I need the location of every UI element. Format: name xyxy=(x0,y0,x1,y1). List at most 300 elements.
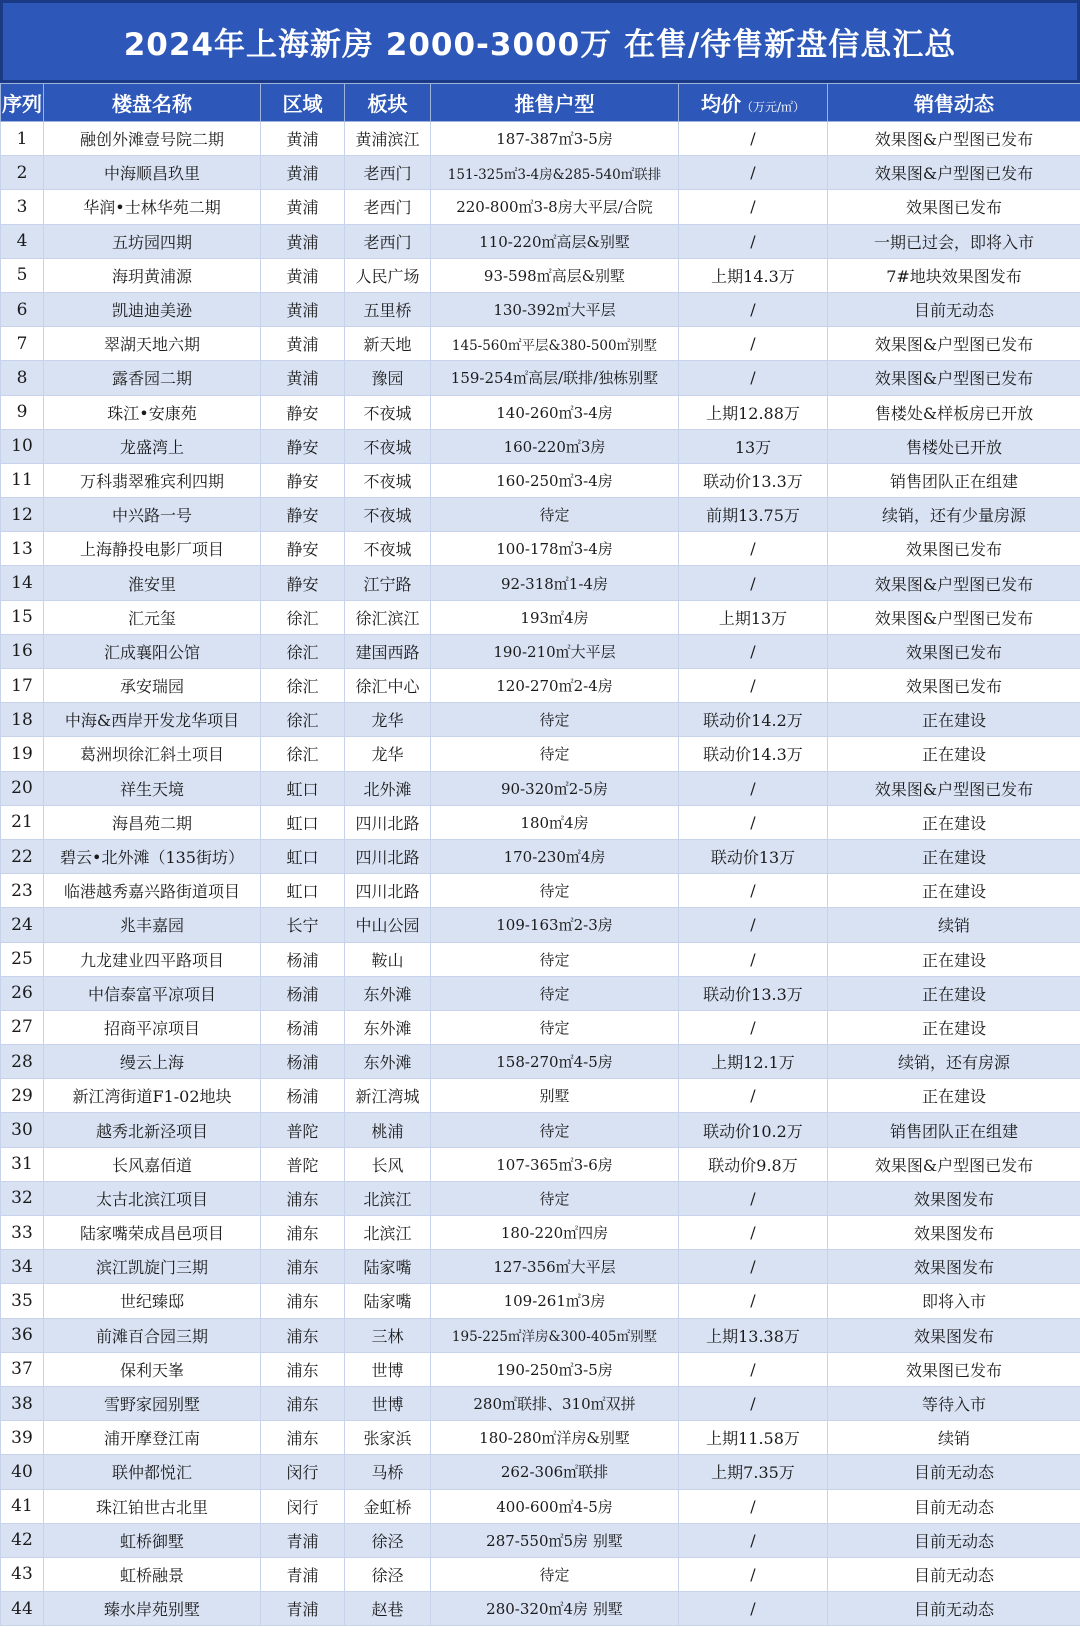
table-row xyxy=(1,669,1080,703)
table-row xyxy=(1,1181,1080,1215)
cell-sales-status: 正在建设 xyxy=(828,976,1080,1010)
cell-unit-type: 180-280㎡洋房&别墅 xyxy=(431,1421,679,1455)
cell-block: 黄浦滨江 xyxy=(345,122,431,156)
cell-sales-status: 效果图&户型图已发布 xyxy=(828,771,1080,805)
cell-project-name: 融创外滩壹号院二期 xyxy=(44,122,261,156)
title-banner xyxy=(0,0,1080,83)
table-row xyxy=(1,1010,1080,1044)
cell-index: 37 xyxy=(1,1352,44,1386)
cell-district: 黄浦 xyxy=(261,327,345,361)
header-status: 销售动态 xyxy=(828,84,1080,122)
cell-district: 静安 xyxy=(261,566,345,600)
cell-avg-price: / xyxy=(679,908,828,942)
table-row xyxy=(1,634,1080,668)
cell-block: 不夜城 xyxy=(345,429,431,463)
cell-index: 41 xyxy=(1,1489,44,1523)
cell-block: 东外滩 xyxy=(345,1045,431,1079)
cell-project-name: 虹桥融景 xyxy=(44,1557,261,1591)
cell-project-name: 碧云•北外滩（135街坊） xyxy=(44,839,261,873)
cell-district: 虹口 xyxy=(261,771,345,805)
cell-project-name: 汇元玺 xyxy=(44,600,261,634)
table-row xyxy=(1,361,1080,395)
cell-sales-status: 续销，还有房源 xyxy=(828,1045,1080,1079)
cell-unit-type: 187-387㎡3-5房 xyxy=(431,122,679,156)
cell-index: 31 xyxy=(1,1147,44,1181)
cell-project-name: 万科翡翠雅宾利四期 xyxy=(44,463,261,497)
cell-index: 10 xyxy=(1,429,44,463)
cell-district: 徐汇 xyxy=(261,634,345,668)
cell-block: 老西门 xyxy=(345,224,431,258)
cell-index: 24 xyxy=(1,908,44,942)
table-body xyxy=(1,122,1080,1626)
cell-unit-type: 待定 xyxy=(431,942,679,976)
cell-sales-status: 效果图&户型图已发布 xyxy=(828,566,1080,600)
cell-block: 三林 xyxy=(345,1318,431,1352)
cell-index: 11 xyxy=(1,463,44,497)
cell-sales-status: 续销，还有少量房源 xyxy=(828,498,1080,532)
cell-sales-status: 效果图&户型图已发布 xyxy=(828,156,1080,190)
table-row xyxy=(1,1421,1080,1455)
cell-project-name: 祥生天境 xyxy=(44,771,261,805)
cell-project-name: 海玥黄浦源 xyxy=(44,258,261,292)
cell-unit-type: 待定 xyxy=(431,976,679,1010)
cell-sales-status: 续销 xyxy=(828,1421,1080,1455)
cell-unit-type: 92-318㎡1-4房 xyxy=(431,566,679,600)
cell-unit-type: 190-210㎡大平层 xyxy=(431,634,679,668)
cell-project-name: 露香园二期 xyxy=(44,361,261,395)
cell-district: 闵行 xyxy=(261,1489,345,1523)
cell-avg-price: 上期12.1万 xyxy=(679,1045,828,1079)
cell-project-name: 中海&西岸开发龙华项目 xyxy=(44,703,261,737)
cell-unit-type: 193㎡4房 xyxy=(431,600,679,634)
cell-index: 20 xyxy=(1,771,44,805)
table-row xyxy=(1,908,1080,942)
table-row xyxy=(1,1455,1080,1489)
cell-sales-status: 正在建设 xyxy=(828,737,1080,771)
table-row xyxy=(1,1523,1080,1557)
cell-avg-price: / xyxy=(679,1010,828,1044)
cell-index: 9 xyxy=(1,395,44,429)
cell-district: 浦东 xyxy=(261,1284,345,1318)
table-row xyxy=(1,395,1080,429)
cell-avg-price: / xyxy=(679,1523,828,1557)
cell-block: 江宁路 xyxy=(345,566,431,600)
table-row xyxy=(1,737,1080,771)
cell-index: 43 xyxy=(1,1557,44,1591)
cell-index: 6 xyxy=(1,292,44,326)
cell-unit-type: 93-598㎡高层&别墅 xyxy=(431,258,679,292)
cell-district: 杨浦 xyxy=(261,1045,345,1079)
cell-district: 徐汇 xyxy=(261,703,345,737)
cell-avg-price: / xyxy=(679,771,828,805)
cell-block: 老西门 xyxy=(345,156,431,190)
cell-avg-price: / xyxy=(679,292,828,326)
cell-district: 静安 xyxy=(261,395,345,429)
cell-block: 北滨江 xyxy=(345,1181,431,1215)
cell-unit-type: 待定 xyxy=(431,498,679,532)
cell-project-name: 新江湾街道F1-02地块 xyxy=(44,1079,261,1113)
cell-project-name: 世纪臻邸 xyxy=(44,1284,261,1318)
cell-block: 新江湾城 xyxy=(345,1079,431,1113)
cell-district: 青浦 xyxy=(261,1592,345,1626)
cell-project-name: 保利天峯 xyxy=(44,1352,261,1386)
cell-index: 23 xyxy=(1,874,44,908)
table-row xyxy=(1,1113,1080,1147)
cell-sales-status: 一期已过会，即将入市 xyxy=(828,224,1080,258)
cell-sales-status: 目前无动态 xyxy=(828,1557,1080,1591)
header-district: 区域 xyxy=(261,84,345,122)
cell-index: 22 xyxy=(1,839,44,873)
cell-index: 15 xyxy=(1,600,44,634)
header-price-label: 均价 xyxy=(700,92,741,116)
cell-unit-type: 160-220㎡3房 xyxy=(431,429,679,463)
table-row xyxy=(1,703,1080,737)
cell-unit-type: 109-163㎡2-3房 xyxy=(431,908,679,942)
cell-project-name: 中信泰富平凉项目 xyxy=(44,976,261,1010)
cell-unit-type: 180㎡4房 xyxy=(431,805,679,839)
cell-unit-type: 130-392㎡大平层 xyxy=(431,292,679,326)
cell-district: 杨浦 xyxy=(261,976,345,1010)
cell-index: 2 xyxy=(1,156,44,190)
cell-avg-price: 上期12.88万 xyxy=(679,395,828,429)
cell-sales-status: 效果图发布 xyxy=(828,1216,1080,1250)
cell-sales-status: 正在建设 xyxy=(828,703,1080,737)
cell-sales-status: 正在建设 xyxy=(828,1079,1080,1113)
cell-block: 四川北路 xyxy=(345,874,431,908)
cell-block: 徐泾 xyxy=(345,1557,431,1591)
cell-avg-price: 联动价14.3万 xyxy=(679,737,828,771)
cell-unit-type: 280㎡联排、310㎡双拼 xyxy=(431,1386,679,1420)
listing-table xyxy=(0,83,1080,1626)
cell-unit-type: 127-356㎡大平层 xyxy=(431,1250,679,1284)
cell-sales-status: 目前无动态 xyxy=(828,1455,1080,1489)
cell-block: 五里桥 xyxy=(345,292,431,326)
header-name: 楼盘名称 xyxy=(44,84,261,122)
cell-index: 29 xyxy=(1,1079,44,1113)
cell-block: 东外滩 xyxy=(345,976,431,1010)
cell-district: 虹口 xyxy=(261,805,345,839)
cell-sales-status: 效果图&户型图已发布 xyxy=(828,361,1080,395)
cell-index: 27 xyxy=(1,1010,44,1044)
table-row xyxy=(1,258,1080,292)
cell-district: 黄浦 xyxy=(261,224,345,258)
cell-sales-status: 正在建设 xyxy=(828,1010,1080,1044)
cell-avg-price: / xyxy=(679,1352,828,1386)
cell-project-name: 兆丰嘉园 xyxy=(44,908,261,942)
cell-index: 32 xyxy=(1,1181,44,1215)
cell-district: 黄浦 xyxy=(261,156,345,190)
table-row xyxy=(1,1250,1080,1284)
table-row xyxy=(1,805,1080,839)
cell-avg-price: 前期13.75万 xyxy=(679,498,828,532)
cell-avg-price: / xyxy=(679,874,828,908)
table-row xyxy=(1,1045,1080,1079)
cell-unit-type: 109-261㎡3房 xyxy=(431,1284,679,1318)
cell-district: 静安 xyxy=(261,429,345,463)
cell-block: 世博 xyxy=(345,1386,431,1420)
cell-avg-price: / xyxy=(679,532,828,566)
cell-index: 42 xyxy=(1,1523,44,1557)
cell-avg-price: / xyxy=(679,1216,828,1250)
cell-sales-status: 目前无动态 xyxy=(828,292,1080,326)
cell-district: 浦东 xyxy=(261,1386,345,1420)
cell-project-name: 五坊园四期 xyxy=(44,224,261,258)
cell-project-name: 滨江凯旋门三期 xyxy=(44,1250,261,1284)
cell-unit-type: 280-320㎡4房 别墅 xyxy=(431,1592,679,1626)
cell-block: 马桥 xyxy=(345,1455,431,1489)
cell-district: 浦东 xyxy=(261,1318,345,1352)
cell-unit-type: 90-320㎡2-5房 xyxy=(431,771,679,805)
cell-district: 浦东 xyxy=(261,1250,345,1284)
cell-block: 徐汇中心 xyxy=(345,669,431,703)
page-title: 2024年上海新房 2000-3000万 在售/待售新盘信息汇总 xyxy=(123,27,957,63)
table-row xyxy=(1,1489,1080,1523)
cell-avg-price: 13万 xyxy=(679,429,828,463)
table-row xyxy=(1,976,1080,1010)
cell-project-name: 中兴路一号 xyxy=(44,498,261,532)
cell-project-name: 越秀北新泾项目 xyxy=(44,1113,261,1147)
cell-sales-status: 效果图已发布 xyxy=(828,1352,1080,1386)
table-row xyxy=(1,1079,1080,1113)
cell-sales-status: 正在建设 xyxy=(828,805,1080,839)
cell-block: 张家浜 xyxy=(345,1421,431,1455)
cell-district: 闵行 xyxy=(261,1455,345,1489)
cell-block: 东外滩 xyxy=(345,1010,431,1044)
cell-project-name: 海昌苑二期 xyxy=(44,805,261,839)
cell-avg-price: 上期7.35万 xyxy=(679,1455,828,1489)
cell-block: 桃浦 xyxy=(345,1113,431,1147)
cell-avg-price: / xyxy=(679,224,828,258)
cell-district: 青浦 xyxy=(261,1557,345,1591)
cell-unit-type: 待定 xyxy=(431,1010,679,1044)
table-row xyxy=(1,292,1080,326)
cell-project-name: 上海静投电影厂项目 xyxy=(44,532,261,566)
cell-avg-price: / xyxy=(679,327,828,361)
cell-avg-price: 上期13万 xyxy=(679,600,828,634)
cell-unit-type: 220-800㎡3-8房大平层/合院 xyxy=(431,190,679,224)
cell-block: 长风 xyxy=(345,1147,431,1181)
cell-avg-price: 联动价10.2万 xyxy=(679,1113,828,1147)
cell-district: 长宁 xyxy=(261,908,345,942)
cell-project-name: 龙盛湾上 xyxy=(44,429,261,463)
cell-index: 17 xyxy=(1,669,44,703)
cell-project-name: 雪野家园别墅 xyxy=(44,1386,261,1420)
cell-district: 黄浦 xyxy=(261,292,345,326)
cell-sales-status: 目前无动态 xyxy=(828,1523,1080,1557)
cell-avg-price: / xyxy=(679,1386,828,1420)
cell-index: 44 xyxy=(1,1592,44,1626)
cell-district: 杨浦 xyxy=(261,942,345,976)
table-row xyxy=(1,874,1080,908)
cell-avg-price: 上期11.58万 xyxy=(679,1421,828,1455)
cell-unit-type: 107-365㎡3-6房 xyxy=(431,1147,679,1181)
cell-unit-type: 151-325㎡3-4房&285-540㎡联排 xyxy=(431,156,679,190)
cell-unit-type: 190-250㎡3-5房 xyxy=(431,1352,679,1386)
cell-unit-type: 待定 xyxy=(431,737,679,771)
cell-project-name: 珠江铂世古北里 xyxy=(44,1489,261,1523)
cell-sales-status: 效果图&户型图已发布 xyxy=(828,600,1080,634)
cell-district: 虹口 xyxy=(261,839,345,873)
cell-district: 静安 xyxy=(261,463,345,497)
header-type: 推售户型 xyxy=(431,84,679,122)
cell-sales-status: 效果图&户型图已发布 xyxy=(828,1147,1080,1181)
cell-avg-price: / xyxy=(679,1250,828,1284)
cell-unit-type: 159-254㎡高层/联排/独栋别墅 xyxy=(431,361,679,395)
cell-avg-price: 联动价13.3万 xyxy=(679,463,828,497)
cell-sales-status: 效果图已发布 xyxy=(828,634,1080,668)
cell-project-name: 联仲都悦汇 xyxy=(44,1455,261,1489)
cell-index: 5 xyxy=(1,258,44,292)
cell-index: 36 xyxy=(1,1318,44,1352)
cell-sales-status: 效果图&户型图已发布 xyxy=(828,122,1080,156)
cell-avg-price: / xyxy=(679,1489,828,1523)
cell-avg-price: / xyxy=(679,156,828,190)
cell-sales-status: 效果图发布 xyxy=(828,1250,1080,1284)
cell-avg-price: / xyxy=(679,1592,828,1626)
cell-block: 四川北路 xyxy=(345,805,431,839)
cell-index: 14 xyxy=(1,566,44,600)
cell-unit-type: 195-225㎡洋房&300-405㎡别墅 xyxy=(431,1318,679,1352)
cell-index: 19 xyxy=(1,737,44,771)
table-row xyxy=(1,156,1080,190)
cell-block: 徐泾 xyxy=(345,1523,431,1557)
cell-unit-type: 180-220㎡四房 xyxy=(431,1216,679,1250)
table-row xyxy=(1,190,1080,224)
cell-district: 浦东 xyxy=(261,1216,345,1250)
cell-sales-status: 等待入市 xyxy=(828,1386,1080,1420)
cell-index: 21 xyxy=(1,805,44,839)
cell-project-name: 陆家嘴荣成昌邑项目 xyxy=(44,1216,261,1250)
cell-project-name: 浦开摩登江南 xyxy=(44,1421,261,1455)
cell-index: 8 xyxy=(1,361,44,395)
table-row xyxy=(1,498,1080,532)
cell-index: 1 xyxy=(1,122,44,156)
cell-unit-type: 待定 xyxy=(431,703,679,737)
table-row xyxy=(1,771,1080,805)
cell-avg-price: / xyxy=(679,1079,828,1113)
cell-block: 陆家嘴 xyxy=(345,1250,431,1284)
cell-block: 陆家嘴 xyxy=(345,1284,431,1318)
cell-index: 4 xyxy=(1,224,44,258)
cell-sales-status: 即将入市 xyxy=(828,1284,1080,1318)
cell-unit-type: 170-230㎡4房 xyxy=(431,839,679,873)
cell-district: 浦东 xyxy=(261,1352,345,1386)
cell-district: 徐汇 xyxy=(261,669,345,703)
cell-project-name: 凯迪迪美逊 xyxy=(44,292,261,326)
cell-index: 16 xyxy=(1,634,44,668)
table-row xyxy=(1,122,1080,156)
cell-sales-status: 效果图发布 xyxy=(828,1181,1080,1215)
header-idx: 序列 xyxy=(1,84,44,122)
cell-district: 黄浦 xyxy=(261,361,345,395)
cell-index: 28 xyxy=(1,1045,44,1079)
cell-project-name: 葛洲坝徐汇斜土项目 xyxy=(44,737,261,771)
table-row xyxy=(1,1352,1080,1386)
cell-sales-status: 正在建设 xyxy=(828,874,1080,908)
cell-block: 人民广场 xyxy=(345,258,431,292)
table-row xyxy=(1,1557,1080,1591)
cell-district: 徐汇 xyxy=(261,600,345,634)
table-row xyxy=(1,1284,1080,1318)
cell-project-name: 华润•士林华苑二期 xyxy=(44,190,261,224)
cell-block: 豫园 xyxy=(345,361,431,395)
cell-block: 四川北路 xyxy=(345,839,431,873)
table-row xyxy=(1,1592,1080,1626)
cell-block: 世博 xyxy=(345,1352,431,1386)
cell-index: 35 xyxy=(1,1284,44,1318)
cell-avg-price: / xyxy=(679,361,828,395)
cell-district: 静安 xyxy=(261,498,345,532)
cell-index: 39 xyxy=(1,1421,44,1455)
cell-unit-type: 120-270㎡2-4房 xyxy=(431,669,679,703)
cell-sales-status: 效果图发布 xyxy=(828,1318,1080,1352)
cell-project-name: 太古北滨江项目 xyxy=(44,1181,261,1215)
cell-block: 龙华 xyxy=(345,703,431,737)
cell-avg-price: / xyxy=(679,1557,828,1591)
cell-sales-status: 续销 xyxy=(828,908,1080,942)
cell-district: 杨浦 xyxy=(261,1010,345,1044)
cell-project-name: 珠江•安康苑 xyxy=(44,395,261,429)
cell-sales-status: 正在建设 xyxy=(828,942,1080,976)
cell-project-name: 长风嘉佰道 xyxy=(44,1147,261,1181)
cell-project-name: 临港越秀嘉兴路街道项目 xyxy=(44,874,261,908)
cell-block: 鞍山 xyxy=(345,942,431,976)
cell-district: 杨浦 xyxy=(261,1079,345,1113)
cell-index: 26 xyxy=(1,976,44,1010)
cell-block: 建国西路 xyxy=(345,634,431,668)
cell-project-name: 缦云上海 xyxy=(44,1045,261,1079)
cell-district: 徐汇 xyxy=(261,737,345,771)
table-row xyxy=(1,327,1080,361)
cell-unit-type: 100-178㎡3-4房 xyxy=(431,532,679,566)
cell-unit-type: 待定 xyxy=(431,1113,679,1147)
cell-unit-type: 287-550㎡5房 别墅 xyxy=(431,1523,679,1557)
cell-district: 浦东 xyxy=(261,1181,345,1215)
cell-unit-type: 别墅 xyxy=(431,1079,679,1113)
table-row xyxy=(1,942,1080,976)
cell-avg-price: / xyxy=(679,190,828,224)
table-row xyxy=(1,1147,1080,1181)
cell-index: 12 xyxy=(1,498,44,532)
cell-avg-price: / xyxy=(679,669,828,703)
cell-sales-status: 售楼处已开放 xyxy=(828,429,1080,463)
cell-index: 38 xyxy=(1,1386,44,1420)
cell-index: 33 xyxy=(1,1216,44,1250)
cell-avg-price: / xyxy=(679,1284,828,1318)
header-block: 板块 xyxy=(345,84,431,122)
cell-district: 黄浦 xyxy=(261,258,345,292)
table-row xyxy=(1,1318,1080,1352)
cell-block: 赵巷 xyxy=(345,1592,431,1626)
header-row xyxy=(1,84,1080,122)
cell-district: 黄浦 xyxy=(261,190,345,224)
cell-sales-status: 目前无动态 xyxy=(828,1489,1080,1523)
table-row xyxy=(1,1386,1080,1420)
cell-project-name: 承安瑞园 xyxy=(44,669,261,703)
cell-index: 34 xyxy=(1,1250,44,1284)
cell-block: 徐汇滨江 xyxy=(345,600,431,634)
cell-sales-status: 效果图&户型图已发布 xyxy=(828,327,1080,361)
table-row xyxy=(1,224,1080,258)
cell-project-name: 中海顺昌玖里 xyxy=(44,156,261,190)
cell-district: 虹口 xyxy=(261,874,345,908)
cell-index: 25 xyxy=(1,942,44,976)
cell-unit-type: 400-600㎡4-5房 xyxy=(431,1489,679,1523)
cell-avg-price: / xyxy=(679,805,828,839)
cell-sales-status: 效果图已发布 xyxy=(828,190,1080,224)
header-price-unit: （万元/㎡） xyxy=(740,100,806,114)
cell-unit-type: 待定 xyxy=(431,1181,679,1215)
